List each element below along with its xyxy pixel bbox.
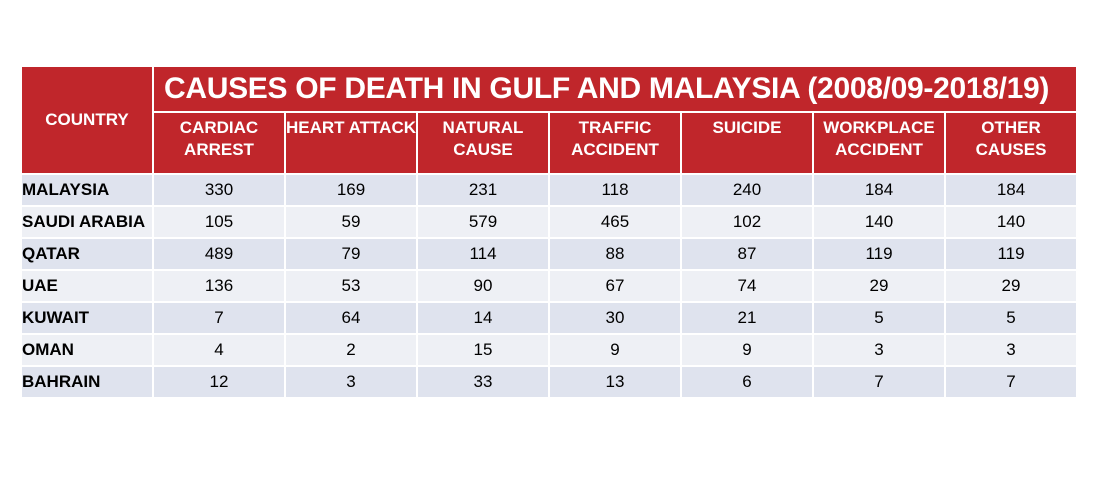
value-cell: 87	[681, 238, 813, 270]
causes-of-death-table	[20, 65, 1078, 399]
value-cell: 9	[549, 334, 681, 366]
table-row	[21, 302, 1077, 334]
value-cell: 140	[945, 206, 1077, 238]
value-cell: 7	[153, 302, 285, 334]
column-header: SUICIDE	[681, 112, 813, 174]
value-cell: 3	[945, 334, 1077, 366]
country-cell: MALAYSIA	[21, 174, 153, 206]
table-header	[21, 66, 1077, 174]
value-cell: 118	[549, 174, 681, 206]
value-cell: 330	[153, 174, 285, 206]
value-cell: 88	[549, 238, 681, 270]
country-cell: QATAR	[21, 238, 153, 270]
table-row	[21, 174, 1077, 206]
value-cell: 184	[945, 174, 1077, 206]
value-cell: 15	[417, 334, 549, 366]
value-cell: 119	[945, 238, 1077, 270]
value-cell: 9	[681, 334, 813, 366]
value-cell: 74	[681, 270, 813, 302]
value-cell: 102	[681, 206, 813, 238]
value-cell: 59	[285, 206, 417, 238]
value-cell: 136	[153, 270, 285, 302]
value-cell: 2	[285, 334, 417, 366]
value-cell: 240	[681, 174, 813, 206]
table-row	[21, 334, 1077, 366]
table-row	[21, 238, 1077, 270]
table-row	[21, 206, 1077, 238]
value-cell: 184	[813, 174, 945, 206]
country-cell: BAHRAIN	[21, 366, 153, 398]
country-cell: KUWAIT	[21, 302, 153, 334]
value-cell: 4	[153, 334, 285, 366]
value-cell: 169	[285, 174, 417, 206]
country-cell: OMAN	[21, 334, 153, 366]
column-header: TRAFFIC ACCIDENT	[549, 112, 681, 174]
country-column-header: COUNTRY	[21, 66, 153, 174]
table-row	[21, 366, 1077, 398]
column-header: CARDIAC ARREST	[153, 112, 285, 174]
value-cell: 105	[153, 206, 285, 238]
value-cell: 90	[417, 270, 549, 302]
value-cell: 489	[153, 238, 285, 270]
table-row	[21, 270, 1077, 302]
value-cell: 13	[549, 366, 681, 398]
value-cell: 140	[813, 206, 945, 238]
value-cell: 114	[417, 238, 549, 270]
value-cell: 5	[945, 302, 1077, 334]
value-cell: 6	[681, 366, 813, 398]
value-cell: 21	[681, 302, 813, 334]
value-cell: 67	[549, 270, 681, 302]
column-header: NATURAL CAUSE	[417, 112, 549, 174]
value-cell: 5	[813, 302, 945, 334]
value-cell: 30	[549, 302, 681, 334]
country-cell: SAUDI ARABIA	[21, 206, 153, 238]
column-header: WORKPLACE ACCIDENT	[813, 112, 945, 174]
value-cell: 53	[285, 270, 417, 302]
value-cell: 3	[285, 366, 417, 398]
column-header-row	[21, 112, 1077, 174]
value-cell: 33	[417, 366, 549, 398]
column-header: HEART ATTACK	[285, 112, 417, 174]
value-cell: 29	[945, 270, 1077, 302]
table-body	[21, 174, 1077, 398]
value-cell: 231	[417, 174, 549, 206]
value-cell: 7	[945, 366, 1077, 398]
value-cell: 465	[549, 206, 681, 238]
country-cell: UAE	[21, 270, 153, 302]
causes-of-death-table-wrapper	[20, 65, 1078, 399]
value-cell: 79	[285, 238, 417, 270]
value-cell: 119	[813, 238, 945, 270]
table-title: CAUSES OF DEATH IN GULF AND MALAYSIA (2008/09-2018/19)	[153, 66, 1077, 112]
value-cell: 64	[285, 302, 417, 334]
value-cell: 579	[417, 206, 549, 238]
title-row	[21, 66, 1077, 112]
value-cell: 29	[813, 270, 945, 302]
column-header: OTHER CAUSES	[945, 112, 1077, 174]
value-cell: 14	[417, 302, 549, 334]
value-cell: 3	[813, 334, 945, 366]
value-cell: 12	[153, 366, 285, 398]
value-cell: 7	[813, 366, 945, 398]
